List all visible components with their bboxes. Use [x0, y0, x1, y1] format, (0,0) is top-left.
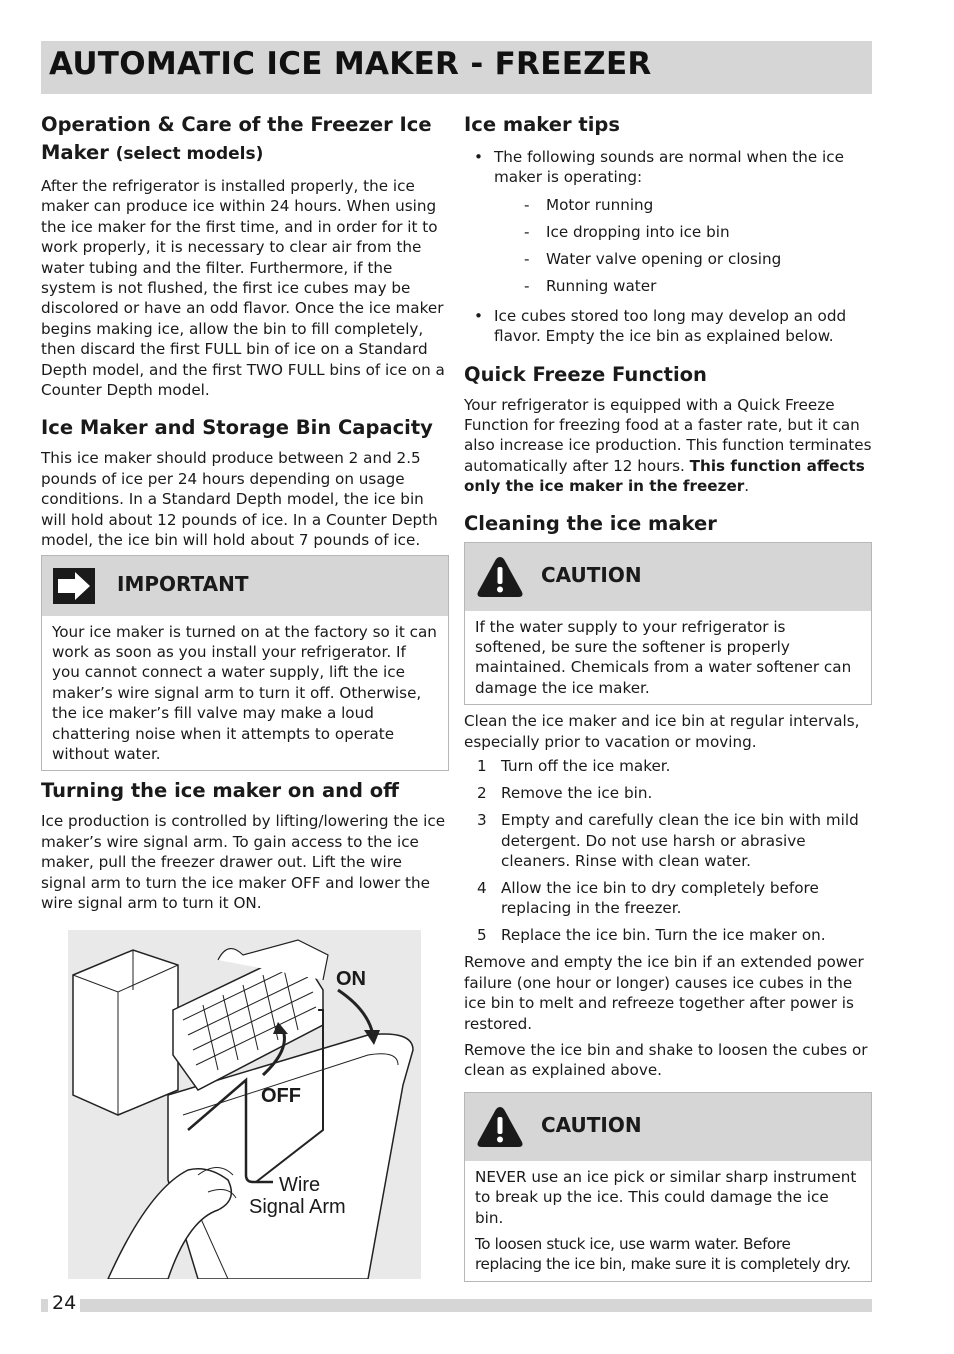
sounds-list [464, 192, 872, 300]
ice-maker-diagram [68, 930, 421, 1279]
capacity-body: This ice maker should produce between 2 and 2.5 pounds of ice per 24 hours depending on usage conditions. In a Standard Depth model, the ice bin will hold about 12 pounds of ice. In a Counter Depth model, the ice bin will hold about 7 pounds of ice. [41, 449, 438, 550]
cleaning-steps [464, 756, 872, 946]
quick-freeze-body: Your refrigerator is equipped with a Quick Freeze Function for freezing food at a faster rate, but it can also increase ice production. This function terminates automatically after 12 hours. This function affects only the ice maker in the freezer. [464, 395, 872, 496]
operation-heading-line1: Operation & Care of the Freezer Ice [41, 113, 432, 136]
list-item: 5 Replace the ice bin. Turn the ice maker on. [477, 926, 826, 945]
caution-body-2: NEVER use an ice pick or similar sharp instrument to break up the ice. This could damage the ice bin. [475, 1167, 857, 1227]
caution-box-1 [464, 542, 872, 706]
signal-arm-label: Signal Arm [249, 1196, 346, 1218]
off-label: OFF [261, 1085, 301, 1107]
list-item: • Ice cubes stored too long may develop an odd flavor. Empty the ice bin as explained below. [474, 306, 847, 346]
turning-heading: Turning the ice maker on and off [41, 779, 399, 803]
operation-body: After the refrigerator is installed properly, the ice maker can produce ice within 24 hours. When using the ice maker for the first time, and in order for it to work properly, it is necessary to clear air from the water tubing and the filter. Furthermore, if the system is not flushed, the first ice cubes may be discolored or have an odd flavor. Once the ice maker begins making ice, allow the bin to fill completely, then discard the first FULL bin of ice on a Standard Depth model, and the first TWO FULL bins of ice on a Counter Depth model. [41, 177, 445, 400]
ice-maker-illustration [68, 930, 421, 1279]
quick-freeze-heading: Quick Freeze Function [464, 362, 707, 386]
important-label: IMPORTANT [117, 571, 249, 596]
warning-icon [476, 555, 524, 599]
tips-heading: Ice maker tips [464, 113, 620, 136]
quick-freeze-note: This function affects only the ice maker in the freezer [464, 456, 865, 496]
footer-bar [41, 1299, 872, 1312]
important-body: Your ice maker is turned on at the factory so it can work as soon as you install your refrigerator. If you cannot connect a water supply, lift the ice maker’s wire signal arm to turn it off. Otherwise, the ice maker’s fill valve may make a loud chattering noise when it attempts to operate without water. [52, 622, 437, 763]
caution-label-1: CAUTION [541, 562, 642, 587]
caution-header-1 [465, 543, 871, 611]
tips-list [464, 147, 872, 188]
cleaning-intro: Clean the ice maker and ice bin at regular intervals, especially prior to vacation or moving. [464, 712, 860, 751]
list-item: 3 Empty and carefully clean the ice bin with mild detergent. Do not use harsh or abrasive cleaners. Rinse with clean water. [477, 811, 859, 870]
operation-heading-line2: Maker [41, 141, 109, 164]
left-column [41, 110, 449, 913]
power-failure-body: Remove and empty the ice bin if an extended power failure (one hour or longer) causes ice cubes in the ice bin to melt and refreeze together after power is restored. [464, 953, 864, 1033]
caution-body-1: If the water supply to your refrigerator is softened, be sure the softener is properly maintained. Chemicals from a water softener can damage the ice maker. [475, 617, 852, 697]
tips-list-2 [464, 306, 872, 347]
list-item: 4 Allow the ice bin to dry completely before replacing in the freezer. [477, 878, 819, 918]
caution-header-2 [465, 1093, 871, 1161]
operation-heading [41, 111, 449, 168]
turning-body: Ice production is controlled by lifting/lowering the ice maker’s wire signal arm. To gain access to the ice maker, pull the freezer drawer out. Lift the wire signal arm to turn the ice maker OFF and lower the wire signal arm to turn it ON. [41, 812, 446, 912]
title-bar [41, 41, 872, 94]
important-box [41, 555, 449, 772]
caution-box-2 [464, 1092, 872, 1282]
capacity-heading: Ice Maker and Storage Bin Capacity [41, 416, 433, 440]
caution-body-2b: To loosen stuck ice, use warm water. Before replacing the ice bin, make sure it is completely dry. [475, 1234, 851, 1274]
warning-icon [476, 1105, 524, 1149]
arrow-right-icon [53, 568, 95, 604]
list-item: - Water valve opening or closing [524, 249, 782, 268]
operation-heading-note: (select models) [115, 144, 264, 164]
shake-body: Remove the ice bin and shake to loosen the cubes or clean as explained above. [464, 1040, 868, 1080]
list-item: • The following sounds are normal when the ice maker is operating: [474, 148, 844, 187]
page-title: AUTOMATIC ICE MAKER - FREEZER [49, 46, 652, 82]
list-item: 2 Remove the ice bin. [477, 784, 653, 803]
list-item: 1 Turn off the ice maker. [477, 757, 671, 776]
list-item: - Running water [524, 276, 657, 295]
cleaning-heading: Cleaning the ice maker [464, 511, 717, 535]
wire-label: Wire [279, 1174, 321, 1196]
on-label: ON [336, 968, 366, 990]
page-number: 24 [48, 1292, 80, 1314]
list-item: - Motor running [524, 195, 654, 214]
important-header [42, 556, 448, 616]
caution-label-2: CAUTION [541, 1112, 642, 1137]
list-item: - Ice dropping into ice bin [524, 222, 730, 241]
right-column [464, 110, 872, 1282]
